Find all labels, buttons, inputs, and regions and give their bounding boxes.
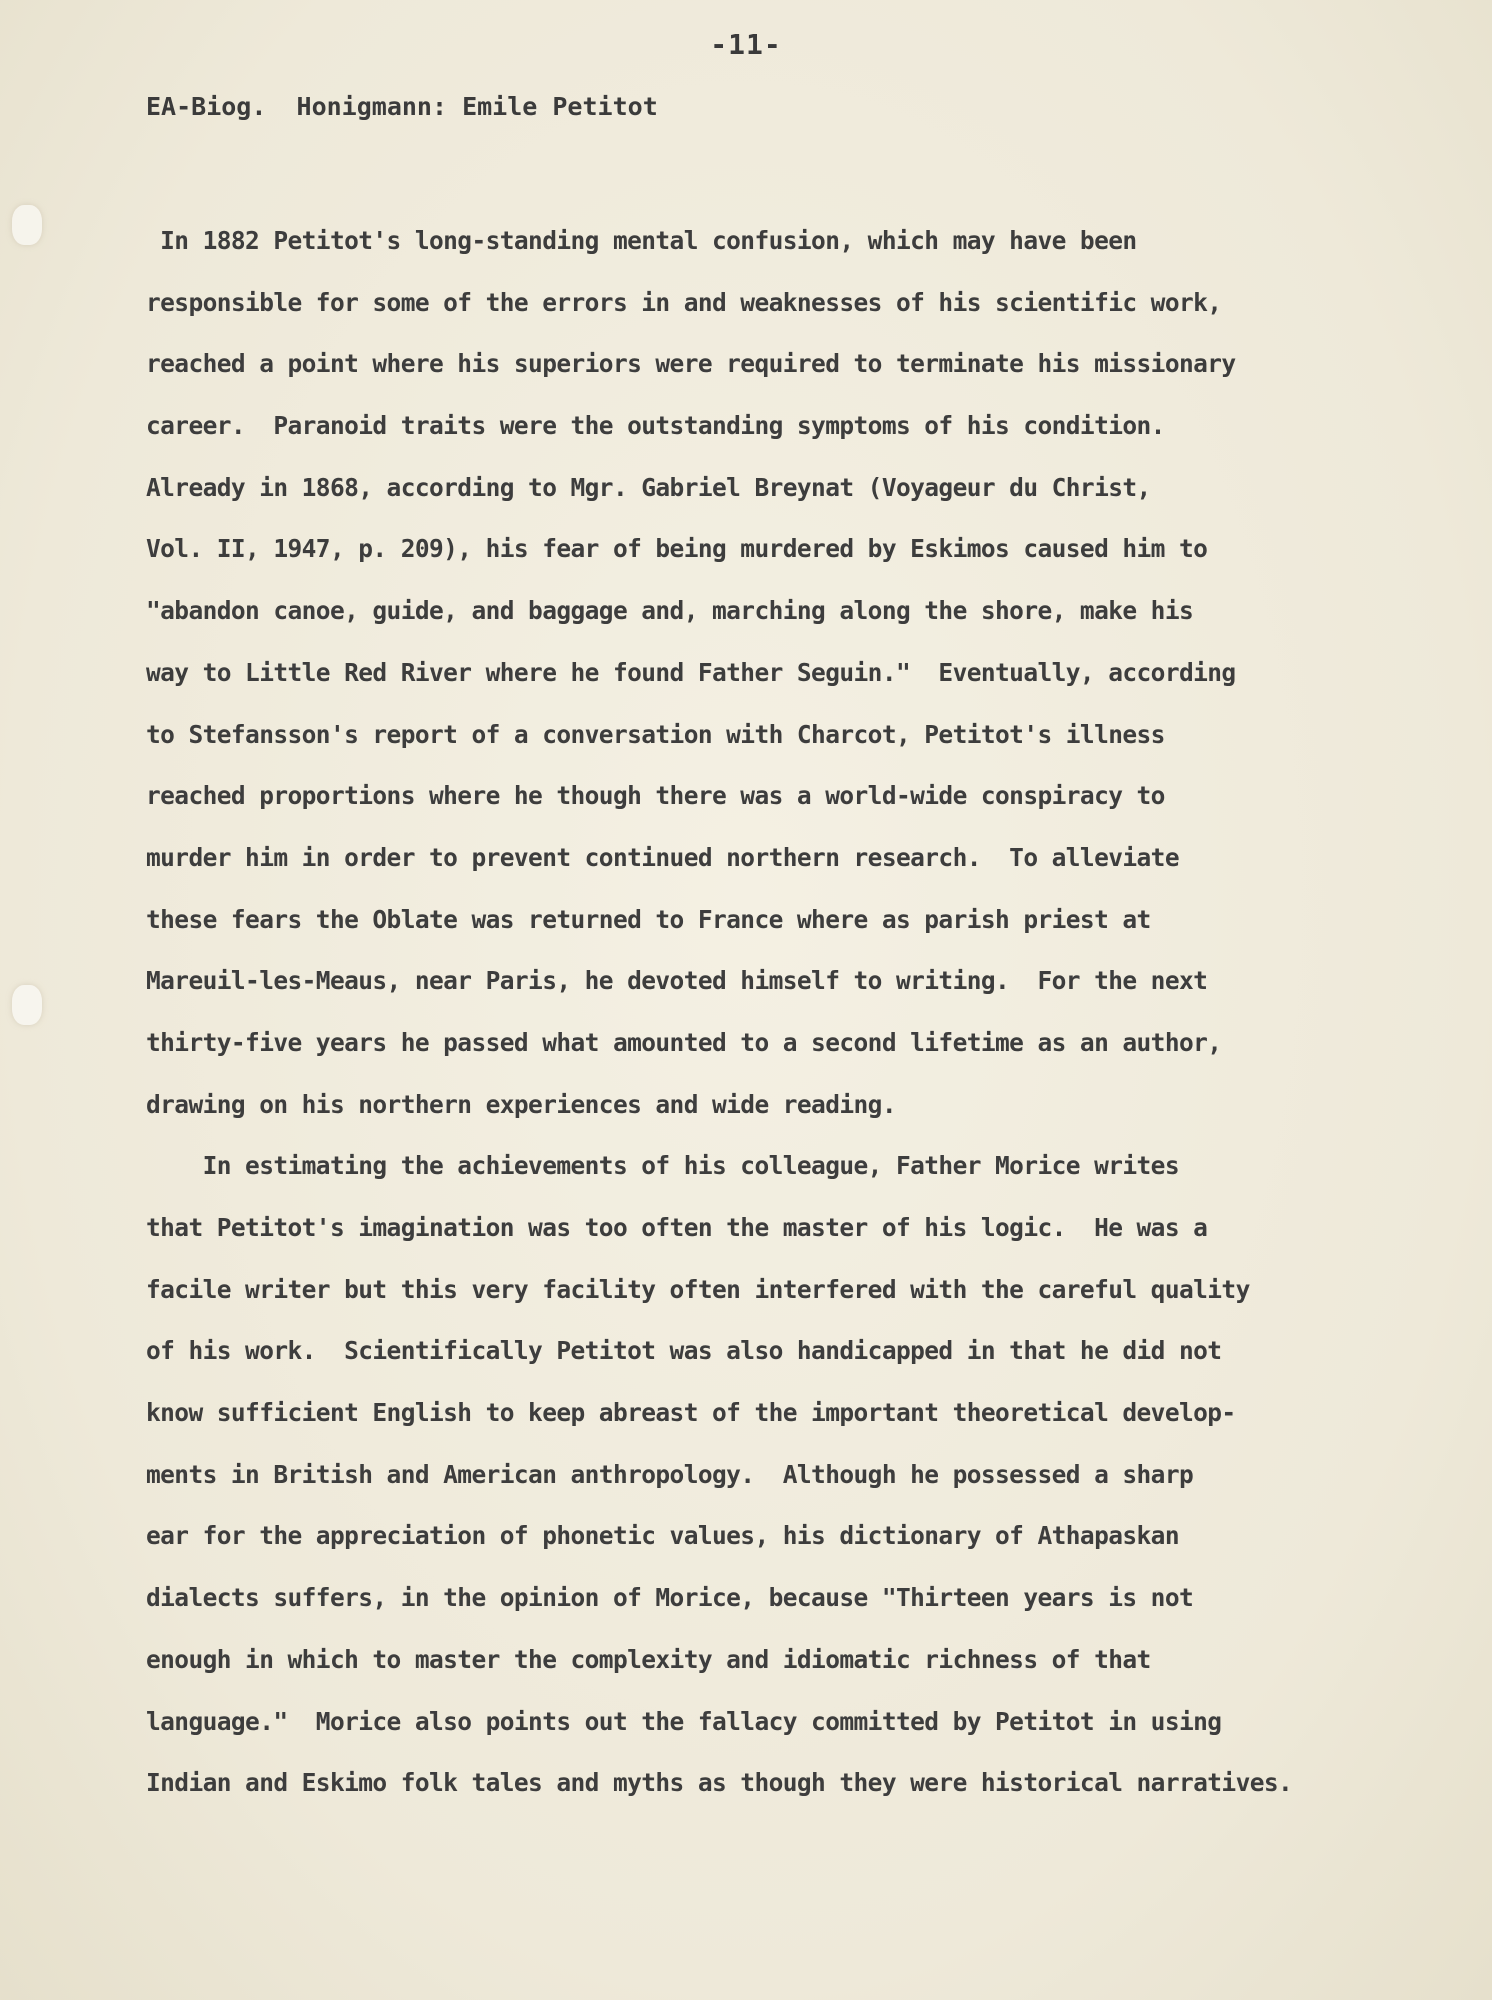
paper-blemish (12, 985, 42, 1025)
text-line: know sufficient English to keep abreast of the important theoretical develop- (146, 1398, 1236, 1428)
text-line: language." Morice also points out the fallacy committed by Petitot in using (146, 1706, 1222, 1736)
document-body (146, 210, 1376, 1814)
text-line: In 1882 Petitot's long-standing mental confusion, which may have been (146, 226, 1137, 255)
text-line: to Stefansson's report of a conversation with Charcot, Petitot's illness (146, 719, 1165, 749)
text-line: career. Paranoid traits were the outstanding symptoms of his condition. (146, 411, 1165, 441)
text-line: drawing on his northern experiences and wide reading. (146, 1089, 896, 1119)
paragraph-2 (146, 1135, 1376, 1814)
text-line: Vol. II, 1947, p. 209), his fear of being murdered by Eskimos caused him to (146, 534, 1208, 564)
text-line: thirty-five years he passed what amounted to a second lifetime as an author, (146, 1027, 1222, 1057)
text-line: murder him in order to prevent continued northern research. To alleviate (146, 842, 1179, 872)
text-line: enough in which to master the complexity and idiomatic richness of that (146, 1644, 1151, 1674)
page-number: -11- (710, 28, 782, 61)
text-line: way to Little Red River where he found Father Seguin." Eventually, according (146, 657, 1236, 687)
text-line: reached proportions where he though there was a world-wide conspiracy to (146, 781, 1165, 811)
text-line: In estimating the achievements of his colleague, Father Morice writes (146, 1151, 1179, 1181)
text-line: Already in 1868, according to Mgr. Gabriel Breynat (Voyageur du Christ, (146, 472, 1151, 502)
text-line: Indian and Eskimo folk tales and myths as though they were historical narratives. (146, 1768, 1293, 1798)
paragraph-1 (146, 210, 1376, 1135)
paper-blemish (12, 205, 42, 245)
text-line: Mareuil-les-Meaus, near Paris, he devoted himself to writing. For the next (146, 966, 1208, 996)
document-header: EA-Biog. Honigmann: Emile Petitot (146, 92, 658, 121)
text-line: facile writer but this very facility often interfered with the careful quality (146, 1274, 1250, 1304)
text-line: reached a point where his superiors were required to terminate his missionary (146, 349, 1236, 379)
text-line: dialects suffers, in the opinion of Morice, because "Thirteen years is not (146, 1583, 1194, 1613)
text-line: these fears the Oblate was returned to France where as parish priest at (146, 904, 1151, 934)
text-line: responsible for some of the errors in and weaknesses of his scientific work, (146, 287, 1222, 317)
text-line: "abandon canoe, guide, and baggage and, marching along the shore, make his (146, 596, 1194, 626)
text-line: of his work. Scientifically Petitot was also handicapped in that he did not (146, 1336, 1222, 1366)
text-line: ear for the appreciation of phonetic values, his dictionary of Athapaskan (146, 1521, 1179, 1551)
text-line: ments in British and American anthropology. Although he possessed a sharp (146, 1459, 1194, 1489)
text-line: that Petitot's imagination was too often the master of his logic. He was a (146, 1213, 1208, 1242)
